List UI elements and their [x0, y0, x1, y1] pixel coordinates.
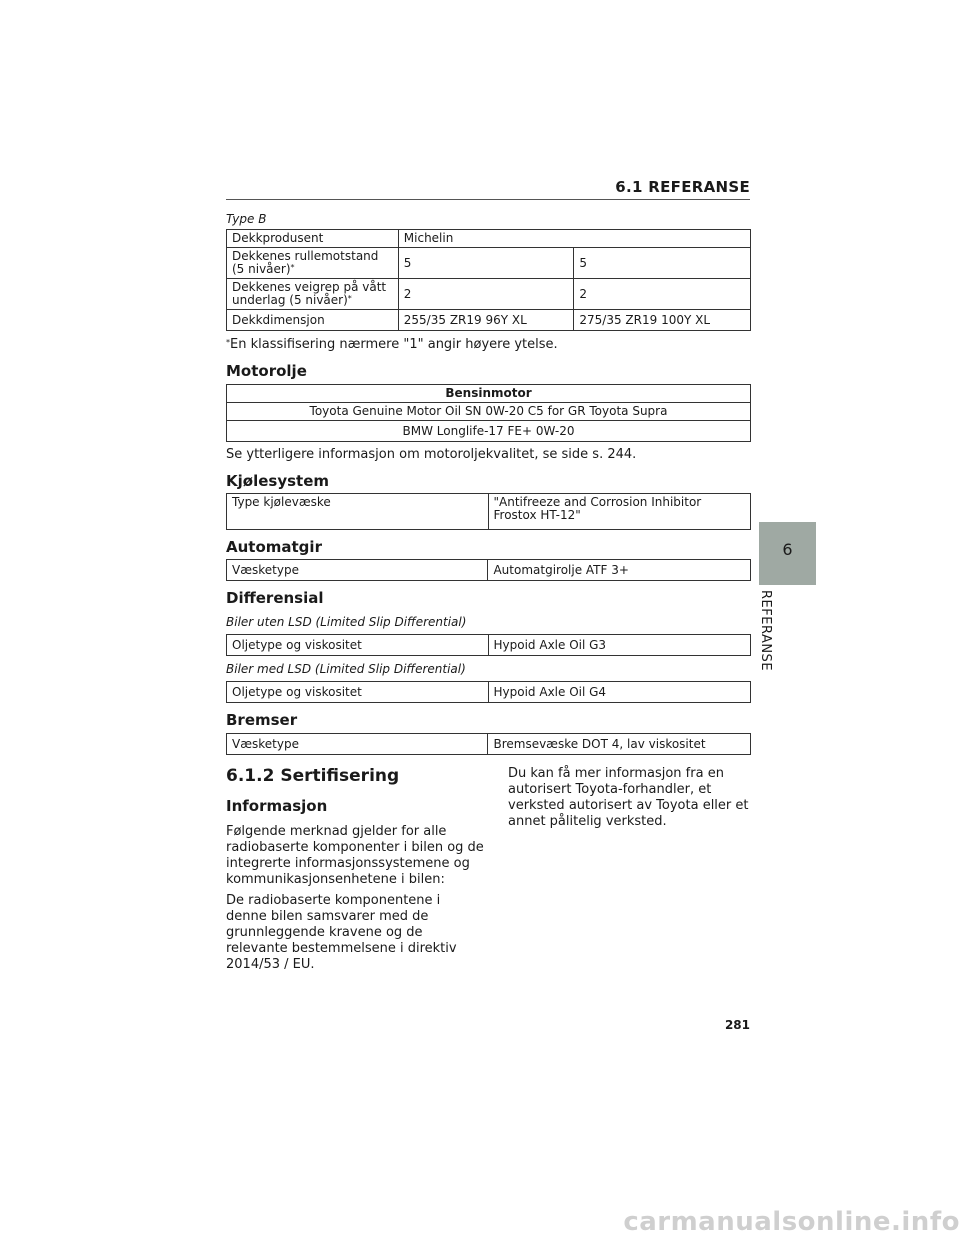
watermark: carmanualsonline.info — [623, 1207, 960, 1237]
manufacturer-value: Michelin — [398, 230, 750, 248]
certification-paragraph-2: De radiobaserte komponentene i denne bilen samsvarer med de grunnleggende kravene og de relevante bestemmelsene i direktiv 2014/53 / EU. — [226, 893, 457, 972]
table-row — [227, 279, 751, 310]
chapter-number: 6 — [782, 540, 793, 559]
information-heading: Informasjon — [226, 797, 328, 815]
table-row — [227, 230, 751, 248]
wet-grip-label: Dekkenes veigrep på vått underlag (5 nivåer)* — [227, 279, 399, 310]
dimension-value-2: 275/35 ZR19 100Y XL — [574, 310, 751, 331]
wet-grip-value-1: 2 — [398, 279, 574, 310]
with-lsd-caption: Biler med LSD (Limited Slip Differential) — [226, 662, 466, 676]
without-lsd-caption: Biler uten LSD (Limited Slip Differential) — [226, 615, 467, 629]
motor-oil-row: BMW Longlife-17 FE+ 0W-20 — [227, 421, 751, 442]
table-row — [227, 310, 751, 331]
automatic-table — [226, 559, 751, 581]
table-row — [227, 682, 751, 703]
without-lsd-table — [226, 634, 751, 656]
without-lsd-label: Oljetype og viskositet — [227, 635, 489, 656]
table-row — [227, 403, 751, 421]
motor-oil-note: Se ytterligere informasjon om motoroljekvalitet, se side s. 244. — [226, 447, 637, 462]
without-lsd-value: Hypoid Axle Oil G3 — [488, 635, 750, 656]
motor-oil-heading: Motorolje — [226, 362, 307, 380]
table-row — [227, 385, 751, 403]
certification-paragraph-3: Du kan få mer informasjon fra en autorisert Toyota-forhandler, et verksted autorisert av Toyota eller et annet pålitelig verksted. — [508, 766, 749, 829]
tire-spec-table — [226, 229, 751, 331]
certification-section-title: 6.1.2 Sertifisering — [226, 766, 400, 786]
cooling-table — [226, 493, 751, 530]
differential-heading: Differensial — [226, 589, 324, 607]
table-row — [227, 734, 751, 755]
rolling-resistance-value-2: 5 — [574, 248, 751, 279]
table-row — [227, 560, 751, 581]
brakes-table — [226, 733, 751, 755]
coolant-type-label: Type kjølevæske — [227, 494, 489, 530]
motor-oil-table-header: Bensinmotor — [227, 385, 751, 403]
motor-oil-table — [226, 384, 751, 442]
rolling-resistance-label: Dekkenes rullemotstand (5 nivåer)* — [227, 248, 399, 279]
page-number: 281 — [724, 1018, 750, 1032]
certification-paragraph-1: Følgende merknad gjelder for alle radiobaserte komponenter i bilen og de integrerte informasjonssystemene og kommunikasjonsenhetene i bilen: — [226, 824, 484, 887]
dimension-label: Dekkdimensjon — [227, 310, 399, 331]
coolant-type-value: "Antifreeze and Corrosion Inhibitor Frostox HT-12" — [488, 494, 751, 530]
wet-grip-value-2: 2 — [574, 279, 751, 310]
brake-fluid-label: Væsketype — [227, 734, 488, 755]
automatic-fluid-label: Væsketype — [227, 560, 488, 581]
brake-fluid-value: Bremsevæske DOT 4, lav viskositet — [488, 734, 751, 755]
brakes-heading: Bremser — [226, 711, 298, 729]
chapter-side-label: REFERANSE — [758, 590, 773, 672]
rolling-resistance-value-1: 5 — [398, 248, 574, 279]
table-row — [227, 494, 751, 530]
automatic-heading: Automatgir — [226, 538, 322, 556]
table-row — [227, 421, 751, 442]
dimension-value-1: 255/35 ZR19 96Y XL — [398, 310, 574, 331]
page-header-title: 6.1 REFERANSE — [615, 178, 750, 196]
manufacturer-label: Dekkprodusent — [227, 230, 399, 248]
cooling-heading: Kjølesystem — [226, 472, 329, 490]
with-lsd-label: Oljetype og viskositet — [227, 682, 489, 703]
header-divider — [226, 199, 750, 200]
motor-oil-row: Toyota Genuine Motor Oil SN 0W-20 C5 for GR Toyota Supra — [227, 403, 751, 421]
automatic-fluid-value: Automatgirolje ATF 3+ — [488, 560, 751, 581]
with-lsd-value: Hypoid Axle Oil G4 — [488, 682, 750, 703]
tire-table-caption: Type B — [226, 212, 267, 226]
tire-footnote: *En klassifisering nærmere "1" angir høyere ytelse. — [226, 337, 558, 352]
with-lsd-table — [226, 681, 751, 703]
table-row — [227, 248, 751, 279]
table-row — [227, 635, 751, 656]
